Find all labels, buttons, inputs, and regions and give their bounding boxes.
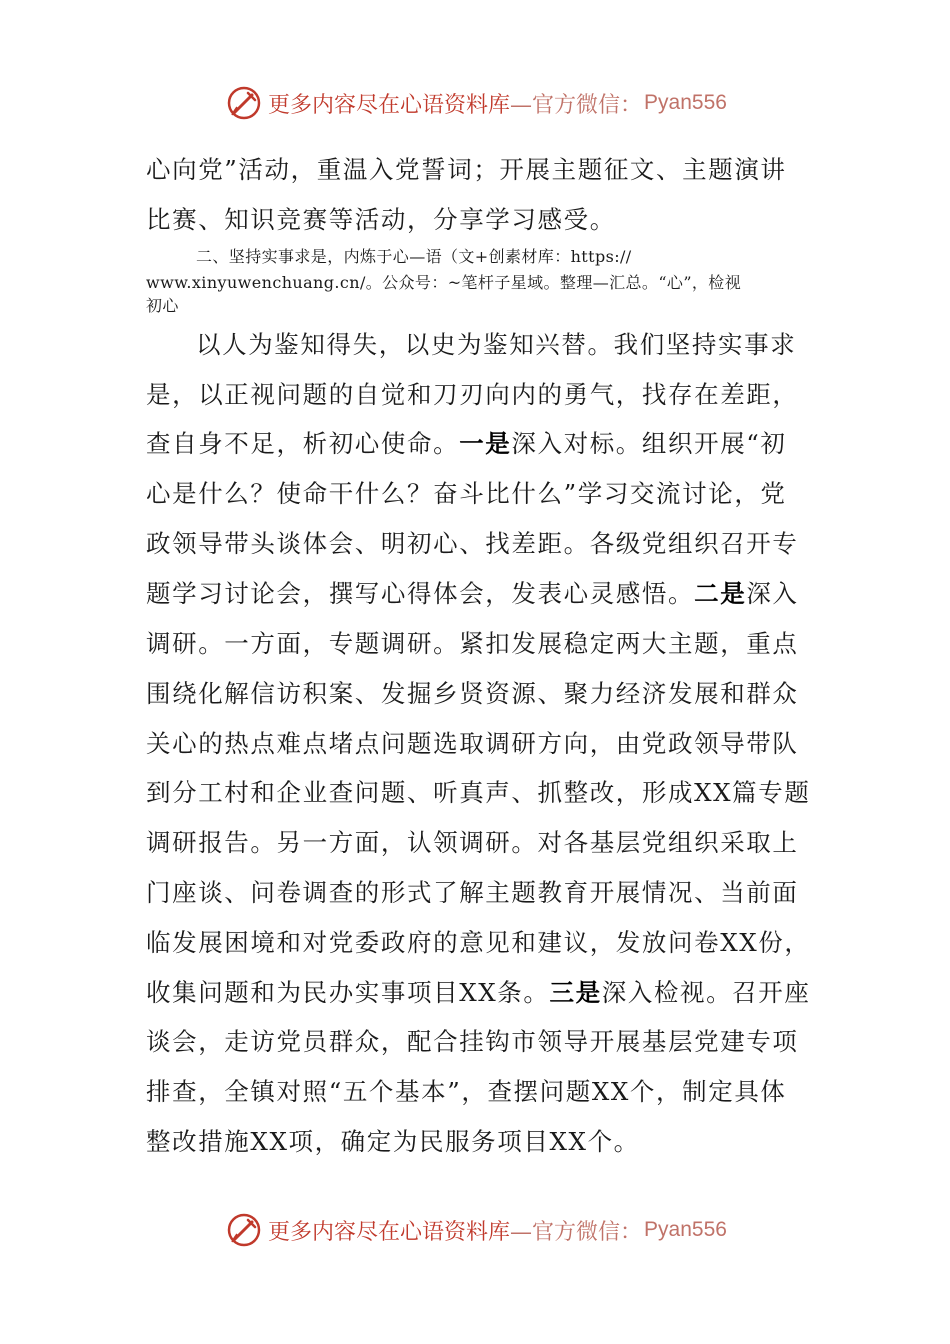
footer-banner-subtitle: —官方微信： xyxy=(510,1219,643,1245)
header-banner xyxy=(226,83,727,123)
section-heading-line-1: 二、坚持实事求是，内炼于心—语（文+创素材库：https:// xyxy=(196,247,632,266)
intro-line-1: 心向党”活动，重温入党誓词；开展主题征文、主题演讲 xyxy=(146,155,787,184)
paragraph-line-16: 排查，全镇对照“五个基本”，查摆问题XX个，制定具体 xyxy=(146,1077,787,1106)
paragraph-line-7: 调研。一方面，专题调研。紧扣发展稳定两大主题，重点 xyxy=(146,629,799,658)
paragraph-line-1: 以人为鉴知得失，以史为鉴知兴替。我们坚持实事求 xyxy=(196,330,797,359)
point-one-label: 一是 xyxy=(459,429,512,458)
pen-logo-icon xyxy=(226,1212,262,1248)
paragraph-line-4: 心是什么？使命干什么？奋斗比什么”学习交流讨论，党 xyxy=(146,479,787,508)
banner-wechat-id: Pyan556 xyxy=(644,91,727,114)
paragraph-line-10: 到分工村和企业查问题、听真声、抓整改，形成XX篇专题 xyxy=(146,778,811,807)
footer-banner-title: 更多内容尽在心语资料库 xyxy=(268,1219,511,1245)
paragraph-line-12: 门座谈、问卷调查的形式了解主题教育开展情况、当前面 xyxy=(146,878,799,907)
section-heading-line-2: www.xinyuwenchuang.cn/。公众号：~笔杆子星域。整理—汇总。“心”，检视 xyxy=(146,273,742,292)
paragraph-line-2: 是，以正视问题的自觉和刀刃向内的勇气，找存在差距， xyxy=(146,380,799,409)
paragraph-line-17: 整改措施XX项，确定为民服务项目XX个。 xyxy=(146,1127,640,1156)
paragraph-line-8: 围绕化解信访积案、发掘乡贤资源、聚力经济发展和群众 xyxy=(146,679,799,708)
paragraph-line-5: 政领导带头谈体会、明初心、找差距。各级党组织召开专 xyxy=(146,529,799,558)
paragraph-line-14: 收集问题和为民办实事项目XX条。三是深入检视。召开座 xyxy=(146,978,811,1007)
point-two-label: 二是 xyxy=(694,579,747,608)
point-three-label: 三是 xyxy=(549,978,602,1007)
pen-logo-icon xyxy=(226,85,262,121)
paragraph-line-13: 临发展困境和对党委政府的意见和建议，发放问卷XX份， xyxy=(146,928,811,957)
paragraph-line-15: 谈会，走访党员群众，配合挂钩市领导开展基层党建专项 xyxy=(146,1027,799,1056)
paragraph-line-6: 题学习讨论会，撰写心得体会，发表心灵感悟。二是深入 xyxy=(146,579,799,608)
paragraph-line-11: 调研报告。另一方面，认领调研。对各基层党组织采取上 xyxy=(146,828,799,857)
paragraph-line-3: 查自身不足，析初心使命。一是深入对标。组织开展“初 xyxy=(146,429,787,458)
banner-subtitle: —官方微信： xyxy=(510,92,643,118)
section-heading-line-3: 初心 xyxy=(146,296,179,315)
footer-banner xyxy=(226,1210,727,1250)
intro-line-2: 比赛、知识竞赛等活动，分享学习感受。 xyxy=(146,205,616,234)
footer-banner-wechat-id: Pyan556 xyxy=(644,1218,727,1241)
paragraph-line-9: 关心的热点难点堵点问题选取调研方向，由党政领导带队 xyxy=(146,729,799,758)
banner-title: 更多内容尽在心语资料库 xyxy=(268,92,511,118)
